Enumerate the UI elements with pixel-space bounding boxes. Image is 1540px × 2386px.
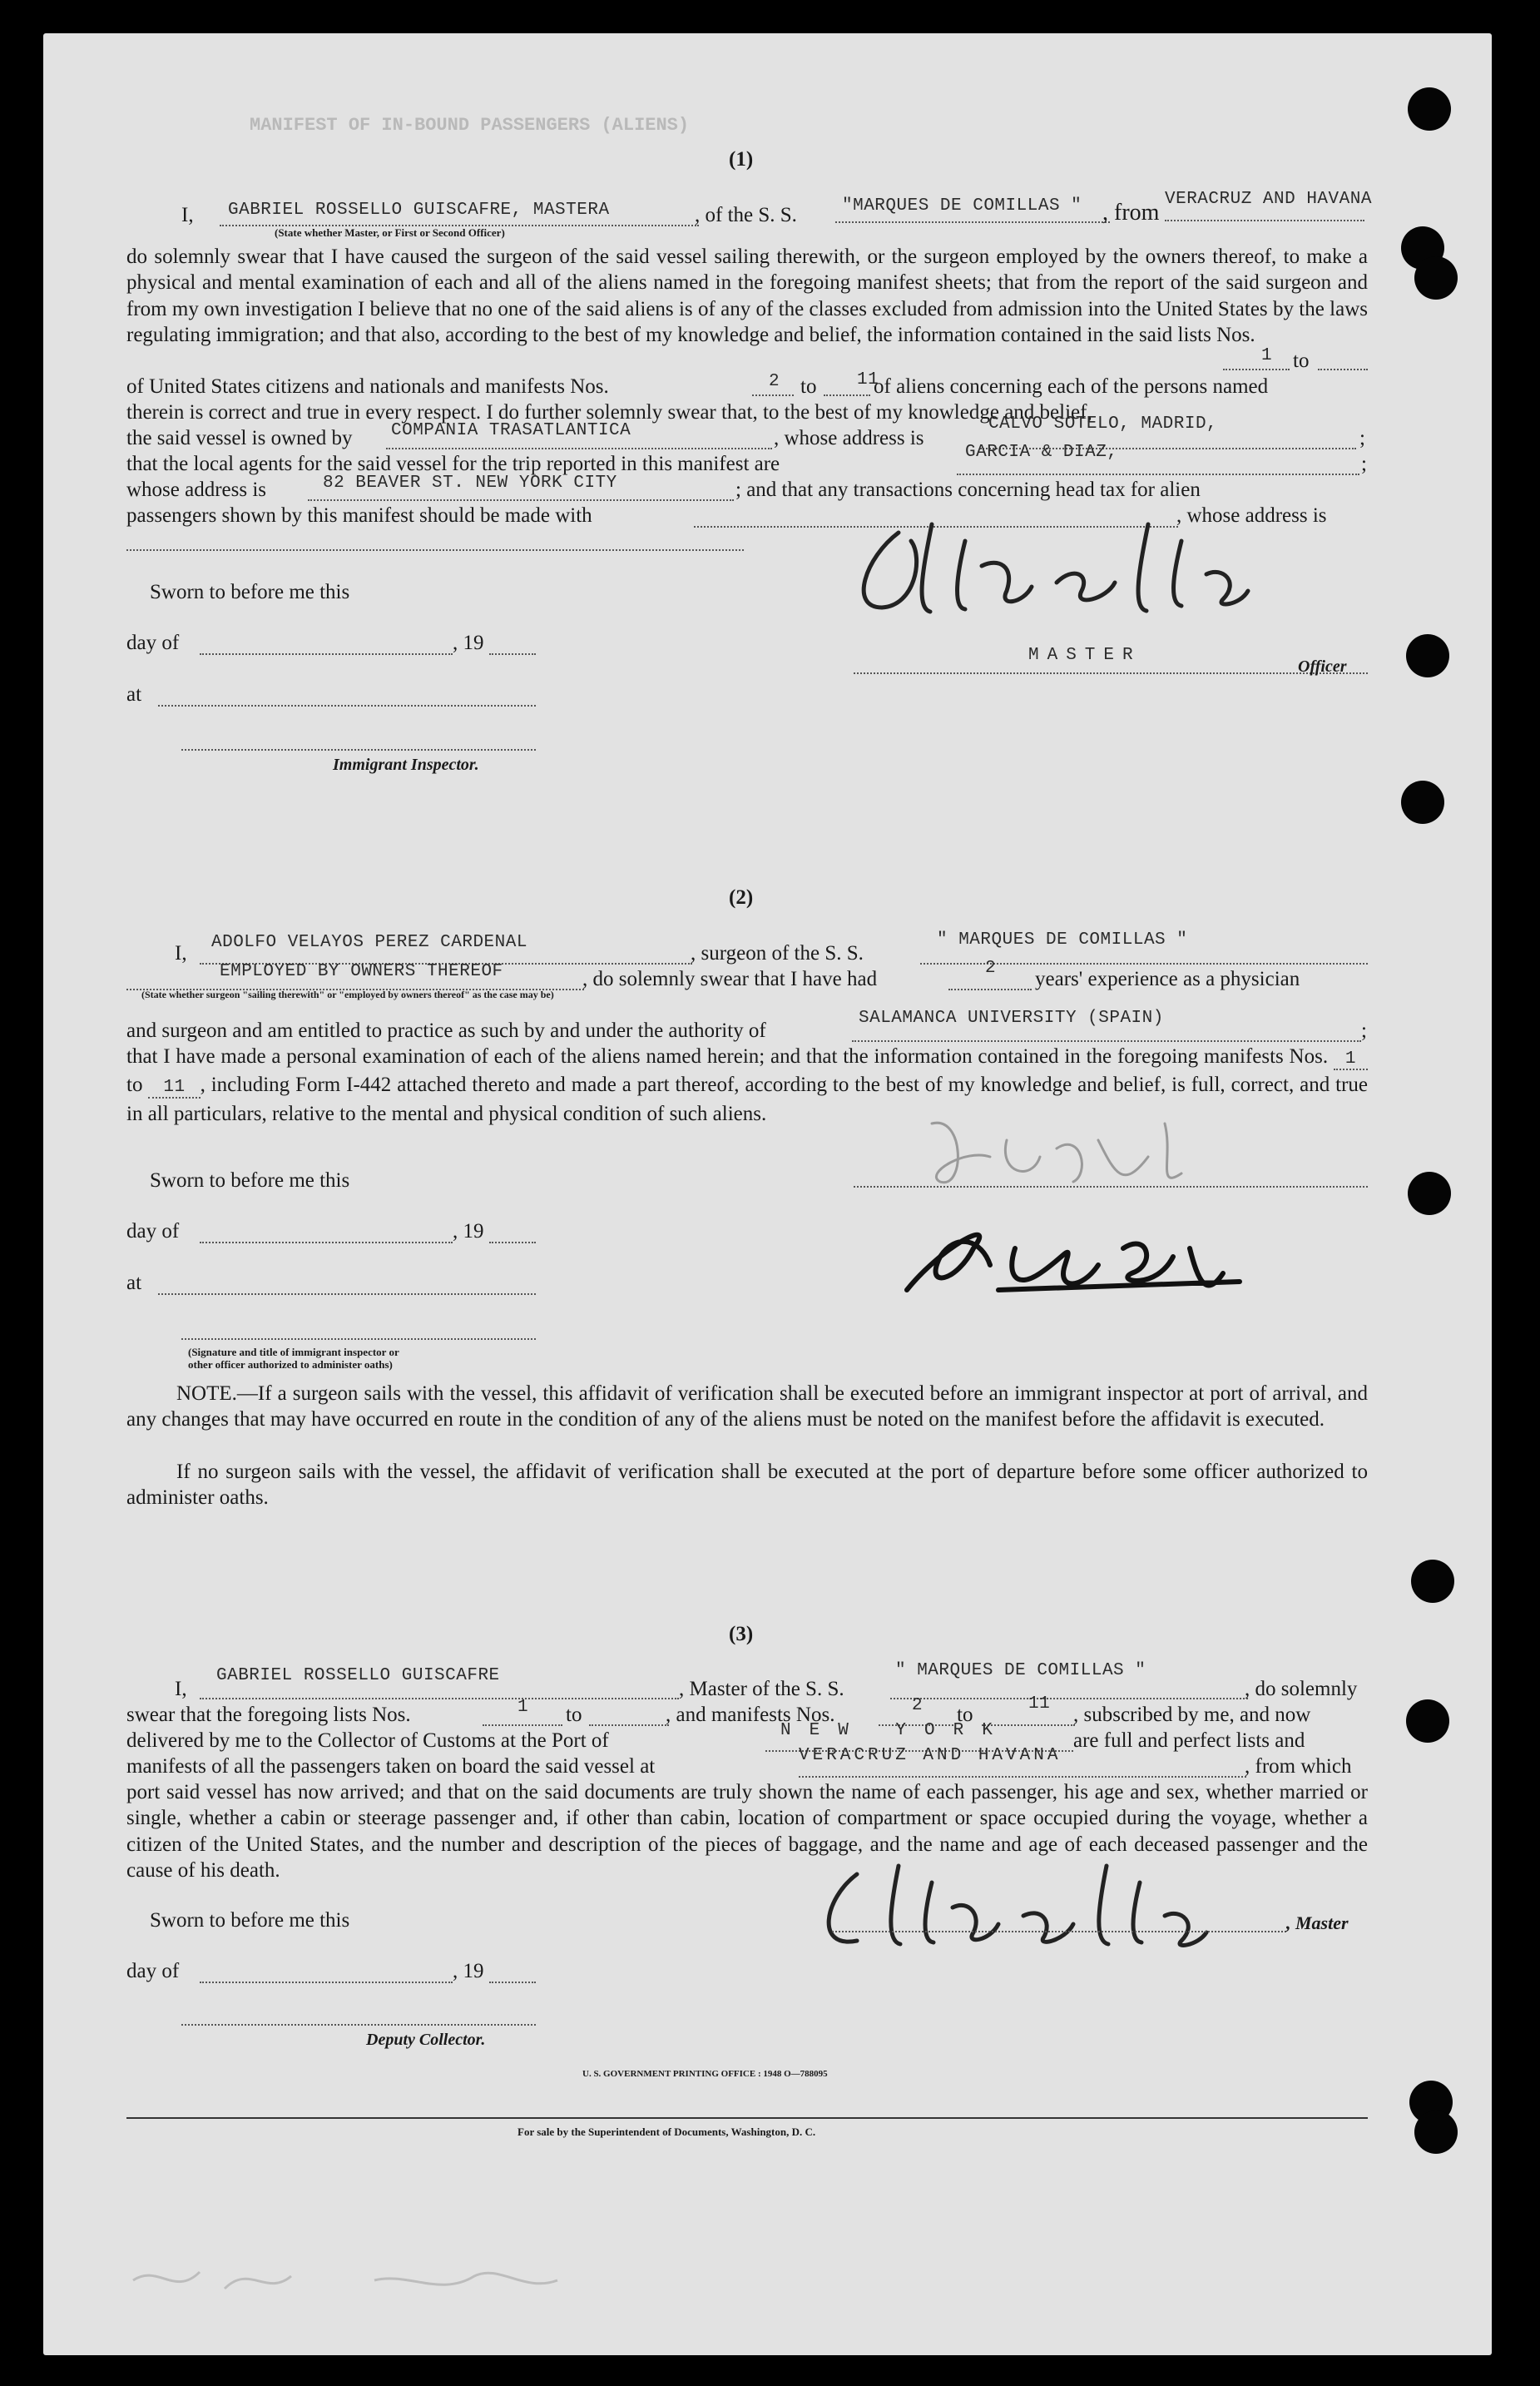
rank-line	[854, 672, 1368, 674]
sworn-label-2: Sworn to before me this	[150, 1169, 350, 1192]
inspector-line	[181, 749, 536, 751]
collector-body: port said vessel has now arrived; and that on the said documents are truly shown the name of each passenger, his age and sex, whether married or single, whether a cabin or steerage passenger and, if other than cabin, location of compartment or space occupied during the voyage, whether a citizen of the United States, and the number and description of the pieces of baggage, and the name and age of each deceased passenger and the cause of his death.	[126, 1781, 1368, 1882]
master-name-3-line	[200, 1698, 679, 1699]
master-signature-3	[807, 1858, 1256, 1957]
aliens-line: of aliens concerning each of the persons named	[874, 375, 1269, 398]
rank-printed: Officer	[1298, 657, 1347, 676]
agents-line	[957, 474, 1359, 475]
owner: COMPANIA TRASATLANTICA	[391, 421, 631, 440]
at-label-2: at	[126, 1272, 142, 1294]
route: VERACRUZ AND HAVANA	[1165, 190, 1372, 209]
lists-from-3: 1	[517, 1698, 529, 1717]
comma-19-2: , 19	[453, 1220, 484, 1243]
manifests-label: manifests of all the passengers taken on board the said vessel at	[126, 1755, 656, 1778]
agents-address-line	[308, 499, 734, 501]
master-signature-1	[832, 508, 1348, 632]
route-line	[1165, 220, 1364, 221]
year-line-3	[489, 1982, 536, 1983]
solemnly-label: , do solemnly	[1245, 1678, 1358, 1700]
collector-title: Deputy Collector.	[366, 2031, 486, 2049]
employment: EMPLOYED BY OWNERS THEREOF	[220, 962, 503, 981]
inspector-title: Immigrant Inspector.	[333, 756, 479, 774]
master-of-label: , Master of the S. S.	[679, 1678, 844, 1700]
to-label: to	[1293, 350, 1310, 372]
port: NEW YORK	[780, 1721, 1011, 1740]
state-note-2: (State whether surgeon "sailing therewith" or "employed by owners thereof" as the case may be)	[141, 989, 554, 1000]
ship-name-2: " MARQUES DE COMILLAS "	[937, 930, 1188, 950]
gpo-imprint: U. S. GOVERNMENT PRINTING OFFICE : 1948 O—788095	[582, 2069, 828, 2079]
years-label: years' experience as a physician	[1035, 968, 1300, 990]
year-line-2	[489, 1242, 536, 1243]
origin-line	[799, 1776, 1246, 1778]
surgeon-signature-line	[854, 1186, 1368, 1188]
i-label-2: I,	[175, 942, 187, 965]
day-of-line-1	[200, 653, 453, 655]
punch-hole	[1414, 2111, 1458, 2154]
sig-note-2: other officer authorized to administer oaths)	[188, 1358, 393, 1371]
manifests-from-3: 2	[912, 1696, 924, 1715]
inspector-line-2	[181, 1338, 536, 1340]
of-ss-label: , of the S. S.	[695, 204, 797, 226]
i-label-3: I,	[175, 1678, 187, 1700]
section-1-heading: (1)	[729, 148, 754, 171]
authority-line	[852, 1040, 1361, 1042]
semicolon-3: ;	[1361, 1019, 1367, 1042]
origin: VERACRUZ AND HAVANA	[799, 1746, 1062, 1765]
sworn-label-3: Sworn to before me this	[150, 1909, 350, 1932]
surgeon-signature	[874, 1198, 1273, 1323]
note-text-2: If no surgeon sails with the vessel, the affidavit of verification shall be executed at the port of departure before some officer authorized to administer oaths.	[126, 1461, 1368, 1510]
day-of-label-2: day of	[126, 1220, 180, 1243]
passengers-label: passengers shown by this manifest should be made with	[126, 504, 592, 527]
master-sig-line-3	[832, 1931, 1286, 1932]
i-label: I,	[181, 204, 194, 226]
to-label-4: to	[957, 1704, 973, 1726]
correct-line: therein is correct and true in every respect. I do further solemnly swear that, to the best of my knowledge and belief,	[126, 401, 1092, 424]
master-name-3: GABRIEL ROSSELLO GUISCAFRE	[216, 1666, 500, 1685]
from-which-label: , from which	[1245, 1755, 1352, 1778]
section-3-heading: (3)	[729, 1623, 754, 1645]
manifests-to-3: 11	[1028, 1694, 1051, 1714]
note-body: —If a surgeon sails with the vessel, this affidavit of verification shall be executed before an immigrant inspector at port of arrival, and any changes that may have occurred en route in the condition of any of the aliens must be noted on the manifest before the affidavit is executed.	[126, 1382, 1368, 1431]
years: 2	[985, 959, 997, 978]
collector-line	[181, 2024, 536, 2026]
full-lists-label: are full and perfect lists and	[1073, 1729, 1305, 1752]
surgeon-name: ADOLFO VELAYOS PEREZ CARDENAL	[211, 933, 527, 952]
sig-note-1: (Signature and title of immigrant inspector or	[188, 1346, 399, 1358]
lists-from-line	[1223, 369, 1290, 370]
agents-address: 82 BEAVER ST. NEW YORK CITY	[323, 474, 617, 493]
footer-rule	[126, 2117, 1368, 2119]
manifests-from-line	[752, 394, 794, 396]
punch-hole	[1408, 1172, 1451, 1215]
whose-address-end: , whose address is	[1176, 504, 1327, 527]
and-manifests-label: , and manifests Nos.	[666, 1704, 835, 1726]
passengers-line-2	[126, 549, 744, 551]
bottom-scribble	[125, 2247, 624, 2314]
oath-text: do solemnly swear that I have caused the surgeon of the said vessel sailing therewith, or the surgeon employed by the owners thereof, to make a physical and mental examination of each and all of the aliens named in the foregoing manifest sheets; that from the report of the said surgeon and from my own investigation I believe that no one of the said aliens is of any of the classes excluded from admission into the United States by the laws regulating immigration; and that also, according to the best of my knowledge and belief, the information contained in the said lists Nos.	[126, 246, 1368, 346]
surgeon-body-part2: , including Form I-442 attached thereto and made a part thereof, according to the best of my knowledge and belief, is full, correct, and true in all particulars, relative to the mental and physical condition of such aliens.	[126, 1074, 1368, 1125]
manifests-to: 11	[857, 370, 879, 389]
section-2-heading: (2)	[729, 886, 754, 909]
sale-notice: For sale by the Superintendent of Documents, Washington, D. C.	[517, 2126, 816, 2138]
owner-address: CALVO SOTELO, MADRID,	[988, 414, 1218, 434]
ship-name-line	[835, 221, 1110, 223]
manifests-from: 2	[769, 372, 780, 391]
day-of-label-3: day of	[126, 1960, 180, 1982]
whose-address-2: whose address is	[126, 479, 267, 501]
surgeon-to: to	[126, 1074, 143, 1097]
authority: SALAMANCA UNIVERSITY (SPAIN)	[859, 1009, 1164, 1028]
whose-address-label: , whose address is	[774, 427, 924, 449]
owner-line	[386, 448, 772, 449]
ship-name: "MARQUES DE COMILLAS "	[842, 196, 1082, 216]
ship-name-3-line	[890, 1698, 1248, 1699]
authority-label: and surgeon and am entitled to practice as such by and under the authority of	[126, 1019, 766, 1042]
faded-header: MANIFEST OF IN-BOUND PASSENGERS (ALIENS)	[250, 115, 690, 136]
year-line-1	[489, 653, 536, 655]
agents: GARCIA & DIAZ,	[965, 443, 1118, 462]
lists-from-3-line	[483, 1724, 562, 1726]
master-name: GABRIEL ROSSELLO GUISCAFRE, MASTERA	[228, 201, 610, 220]
subscribed-label: , subscribed by me, and now	[1073, 1704, 1311, 1726]
at-line-2	[158, 1293, 536, 1295]
master-label-3: , Master	[1286, 1912, 1349, 1933]
lists-from: 1	[1261, 346, 1273, 365]
surgeon-body-part1: that I have made a personal examination of each of the aliens named herein; and that the information contained in the foregoing manifests Nos.	[126, 1045, 1329, 1068]
semicolon: ;	[1359, 427, 1365, 449]
surgeon-manifests-from: 1	[1334, 1049, 1368, 1070]
sworn-label-1: Sworn to before me this	[150, 581, 350, 603]
owned-by-label: the said vessel is owned by	[126, 427, 353, 449]
rank-typed: MASTER	[1028, 646, 1141, 665]
lists-to-line	[1318, 369, 1368, 370]
lists-to-3-line	[589, 1724, 669, 1726]
semicolon-2: ;	[1361, 453, 1367, 475]
note-label: NOTE.	[176, 1382, 237, 1405]
from-label: , from	[1102, 200, 1160, 226]
to-label-2: to	[800, 375, 817, 398]
punch-hole	[1414, 256, 1458, 300]
surgeon-signature-faint	[915, 1107, 1231, 1198]
at-line-1	[158, 705, 536, 707]
punch-hole	[1406, 1699, 1449, 1743]
note-text	[126, 1381, 1368, 1433]
head-tax-text: ; and that any transactions concerning head tax for alien	[735, 479, 1201, 501]
manifests-to-line	[824, 394, 870, 396]
local-agents-label: that the local agents for the said vessel for the trip reported in this manifest are	[126, 453, 780, 475]
swear-label: , do solemnly swear that I have had	[582, 968, 878, 990]
at-label-1: at	[126, 683, 142, 706]
years-line	[948, 989, 1032, 990]
surgeon-of-label: , surgeon of the S. S.	[691, 942, 864, 965]
punch-hole	[1408, 87, 1451, 131]
comma-19-1: , 19	[453, 632, 484, 654]
comma-19-3: , 19	[453, 1960, 484, 1982]
swear-lists-label: swear that the foregoing lists Nos.	[126, 1704, 411, 1726]
state-note: (State whether Master, or First or Second Officer)	[275, 226, 505, 239]
citizens-line: of United States citizens and nationals and manifests Nos.	[126, 375, 609, 398]
ship-name-3: " MARQUES DE COMILLAS "	[895, 1661, 1146, 1680]
day-of-line-2	[200, 1242, 453, 1243]
punch-hole	[1411, 1560, 1454, 1603]
surgeon-manifests-to: 11	[148, 1078, 200, 1099]
delivered-label: delivered by me to the Collector of Customs at the Port of	[126, 1729, 609, 1752]
day-of-line-3	[200, 1982, 453, 1983]
to-label-3: to	[566, 1704, 582, 1726]
day-of-label-1: day of	[126, 632, 180, 654]
punch-hole	[1401, 781, 1444, 824]
punch-hole	[1406, 634, 1449, 677]
